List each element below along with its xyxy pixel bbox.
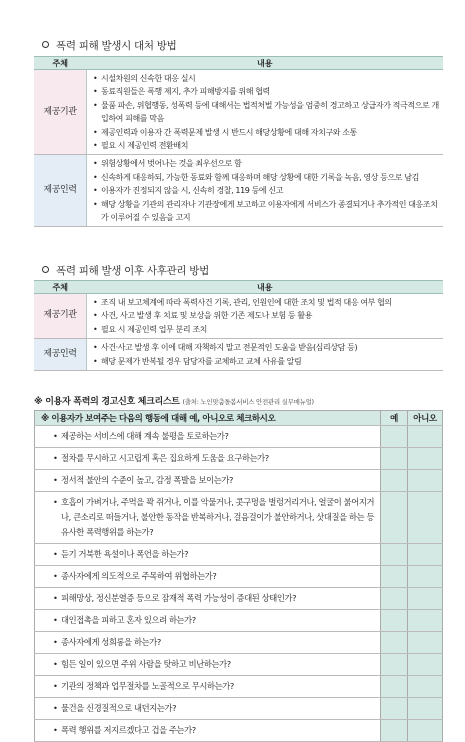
checklist-question: • 제공하는 서비스에 대해 계속 불평을 토로하는가? [53, 429, 376, 444]
circle-bullet-icon [42, 41, 49, 48]
no-checkbox[interactable] [408, 566, 443, 588]
list-item: • 물품 파손, 위협행동, 성폭력 등에 대해서는 법적처벌 가능성을 엄중히 경고하고 상급자가 적극적으로 개입하여 피해를 막음 [93, 99, 440, 126]
list-item: • 해당 상황을 기관의 관리자나 기관장에게 보고하고 이용자에게 서비스가 종결되거나 추가적인 대응조치가 이루어질 수 있음을 고지 [93, 198, 440, 225]
subject-worker: 제공인력 [34, 339, 87, 371]
content-provider [87, 294, 444, 339]
yes-checkbox[interactable] [381, 676, 408, 698]
table-row [35, 610, 443, 632]
no-checkbox[interactable] [408, 610, 443, 632]
section1-title: 폭력 피해 발생시 대처 방법 [42, 38, 176, 53]
yes-checkbox[interactable] [381, 566, 408, 588]
no-checkbox[interactable] [408, 448, 443, 470]
checklist-table [34, 410, 443, 742]
yes-checkbox[interactable] [381, 610, 408, 632]
no-checkbox[interactable] [408, 720, 443, 742]
table-row [35, 448, 443, 470]
list-item: • 조직 내 보고체계에 따라 폭력사건 기록, 관리, 인원인에 대한 조치 및 법적 대응 여부 협의 [93, 296, 440, 309]
checklist-question: • 물건을 신경질적으로 내던지는가? [53, 701, 376, 716]
checklist-question: • 정서적 불안의 수준이 높고, 감정 폭발을 보이는가? [53, 473, 376, 488]
checklist-title: ※ 이용자 폭력의 경고신호 체크리스트 (출처: 노인맞춤돌봄서비스 안전관리 실무매뉴얼) [34, 397, 314, 407]
checklist-question: • 힘든 일이 있으면 주위 사람을 탓하고 비난하는가? [53, 657, 376, 672]
no-checkbox[interactable] [408, 654, 443, 676]
checklist-question: • 피해망상, 정신분열증 등으로 잠재적 폭력 가능성이 증대된 상태인가? [53, 591, 376, 606]
list-item: • 필요 시 제공인력 업무 분리 조치 [93, 323, 440, 336]
no-checkbox[interactable] [408, 676, 443, 698]
yes-checkbox[interactable] [381, 654, 408, 676]
subject-header: 주체 [34, 57, 87, 70]
no-checkbox[interactable] [408, 544, 443, 566]
checklist-question: • 호흡이 가벼거나, 주먹을 꽉 쥐거나, 이를 악물거나, 콧구멍을 벌렁거리거나, 얼굴이 붉어지거나, 큰소리로 떠들거나, 불안한 동작을 반복하거나, 걸음걸이가 불안하거나, 삿대질을 하는 등 유사한 폭력행위를 하는가? [53, 495, 376, 540]
list-item: • 사건, 사고 발생 후 치료 및 보상을 위한 기존 제도나 보험 등 활용 [93, 309, 440, 322]
list-item: • 이용자가 진정되지 않을 시, 신속히 경찰, 119 등에 신고 [93, 184, 440, 197]
yes-checkbox[interactable] [381, 720, 408, 742]
subject-provider: 제공기관 [34, 294, 87, 339]
yes-checkbox[interactable] [381, 470, 408, 492]
content-header: 내용 [87, 57, 444, 70]
checklist-question: • 종사자에게 성희롱을 하는가? [53, 635, 376, 650]
table-row [35, 566, 443, 588]
list-item: • 시설차원의 신속한 대응 실시 [93, 72, 440, 85]
content-provider [87, 70, 444, 155]
yes-checkbox[interactable] [381, 544, 408, 566]
yes-checkbox[interactable] [381, 588, 408, 610]
checklist-question: • 대인접촉을 피하고 혼자 있으려 하는가? [53, 613, 376, 628]
table-row [35, 470, 443, 492]
list-item: • 신속하게 대응하되, 가능한 동료와 함께 대응하며 해당 상황에 대한 기록을 녹음, 영상 등으로 남김 [93, 171, 440, 184]
checklist-question: • 기관의 정책과 업무절차를 노골적으로 무시하는가? [53, 679, 376, 694]
yes-checkbox[interactable] [381, 492, 408, 544]
no-checkbox[interactable] [408, 698, 443, 720]
content-header: 내용 [87, 281, 444, 294]
content-worker [87, 155, 444, 227]
circle-bullet-icon [42, 266, 49, 273]
section2-title: 폭력 피해 발생 이후 사후관리 방법 [42, 263, 209, 278]
checklist-question: • 폭력 행위를 저지르겠다고 겁을 주는가? [53, 723, 376, 738]
no-header: 아니오 [408, 411, 443, 426]
subject-worker: 제공인력 [34, 155, 87, 227]
checklist-question: • 종사자에게 의도적으로 주목하여 위협하는가? [53, 569, 376, 584]
response-table [34, 56, 443, 227]
checklist-source: (출처: 노인맞춤돌봄서비스 안전관리 실무매뉴얼) [182, 398, 314, 406]
subject-provider: 제공기관 [34, 70, 87, 155]
list-item: • 필요 시 제공인력 전환배치 [93, 139, 440, 152]
checklist-question: • 듣기 거북한 욕설이나 폭언을 하는가? [53, 547, 376, 562]
checklist-question: • 절차를 무시하고 시고립게 혹은 집요하게 도움을 요구하는가? [53, 451, 376, 466]
table-row [35, 698, 443, 720]
list-item: • 위험상황에서 벗어나는 것을 최우선으로 함 [93, 157, 440, 170]
yes-header: 예 [381, 411, 408, 426]
yes-checkbox[interactable] [381, 426, 408, 448]
table-row [35, 632, 443, 654]
no-checkbox[interactable] [408, 492, 443, 544]
table-row [35, 720, 443, 742]
list-item: • 제공인력과 이용자 간 폭력문제 발생 시 반드시 해당상황에 대해 자치구와 소통 [93, 126, 440, 139]
subject-header: 주체 [34, 281, 87, 294]
content-worker [87, 339, 444, 371]
no-checkbox[interactable] [408, 426, 443, 448]
table-row [35, 676, 443, 698]
list-item: • 사건·사고 발생 후 이에 대해 자책하지 말고 전문적인 도움을 받음(심리상담 등) [93, 341, 440, 354]
table-row [35, 492, 443, 544]
no-checkbox[interactable] [408, 632, 443, 654]
yes-checkbox[interactable] [381, 448, 408, 470]
table-row [35, 544, 443, 566]
list-item: • 해당 문제가 반복될 경우 담당자를 교체하고 교체 사유를 알림 [93, 355, 440, 368]
list-item: • 동료직원들은 폭행 제지, 추가 피해방지를 위해 협력 [93, 85, 440, 98]
table-row [35, 426, 443, 448]
aftercare-table [34, 280, 443, 371]
no-checkbox[interactable] [408, 470, 443, 492]
yes-checkbox[interactable] [381, 698, 408, 720]
no-checkbox[interactable] [408, 588, 443, 610]
yes-checkbox[interactable] [381, 632, 408, 654]
table-row [35, 588, 443, 610]
table-row [35, 654, 443, 676]
checklist-question-header: ※ 이용자가 보여주는 다음의 행동에 대해 예, 아니오로 체크하시오 [35, 411, 381, 426]
